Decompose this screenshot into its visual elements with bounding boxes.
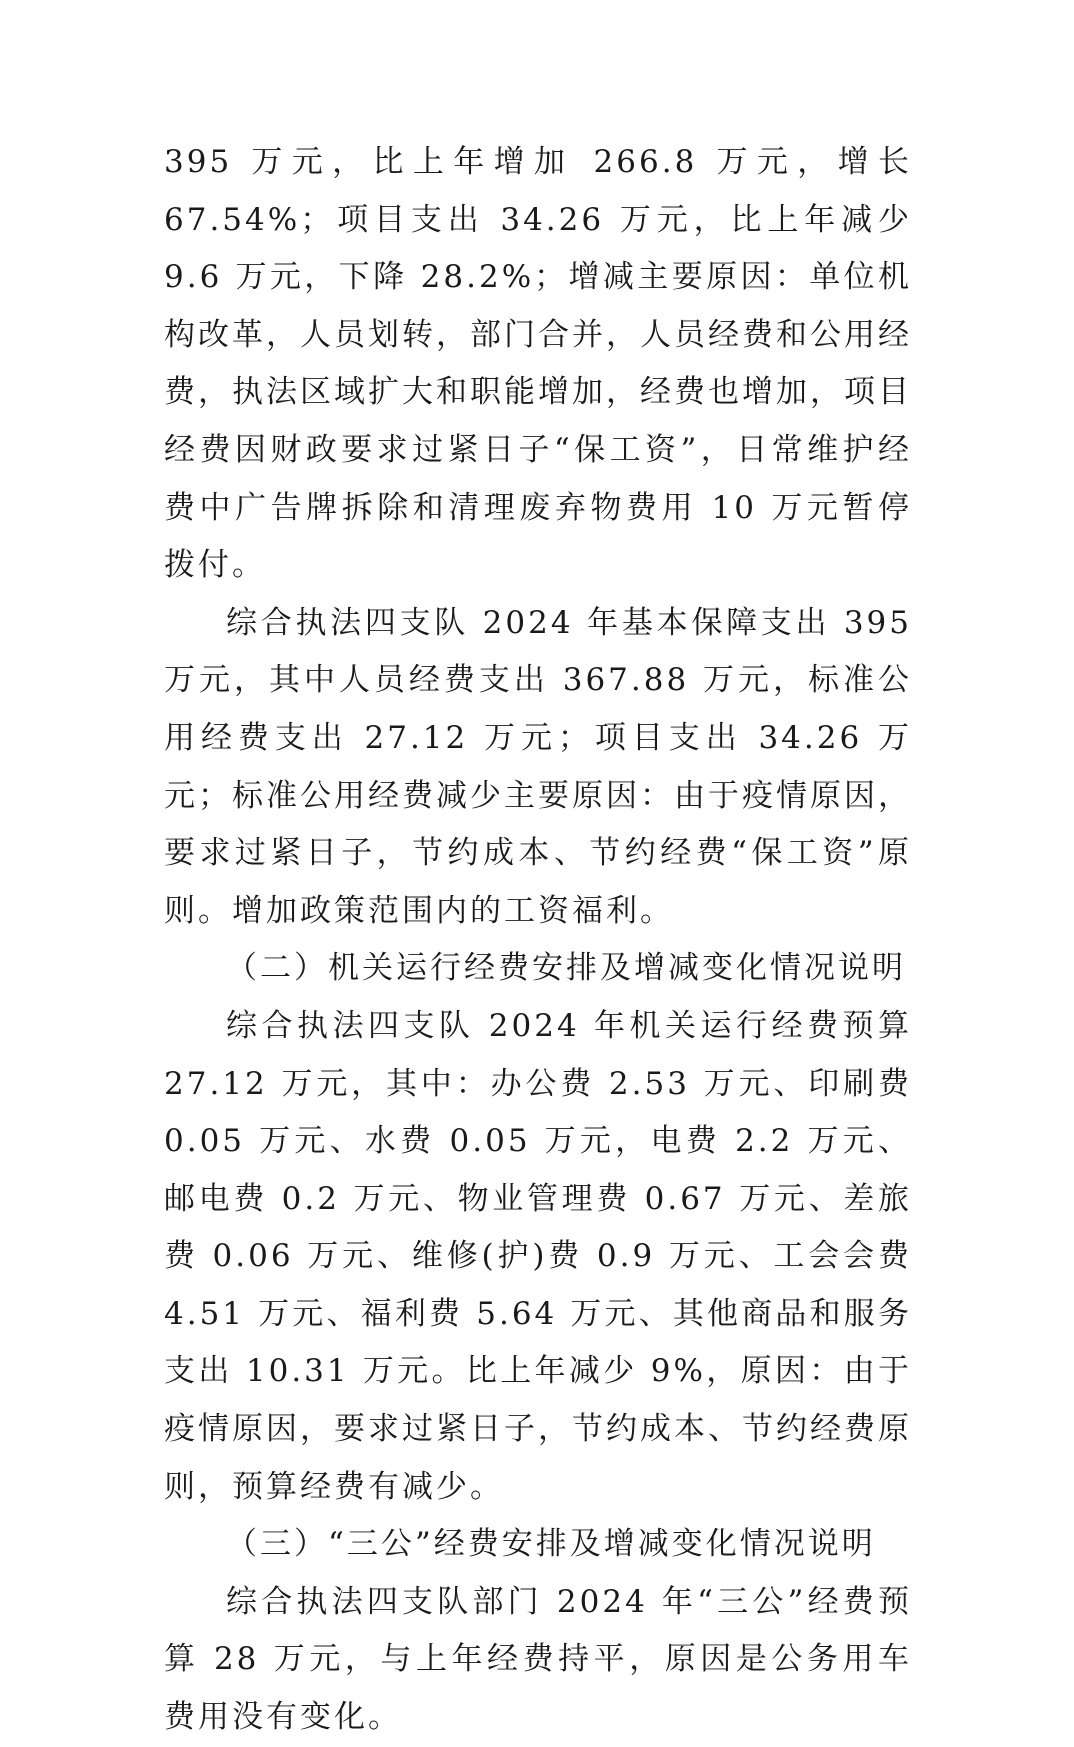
section-heading-operating-funds: （二）机关运行经费安排及增减变化情况说明 [226,950,906,987]
document-body [164,134,912,1747]
paragraph-operating-funds: 综合执法四支队 2024 年机关运行经费预算 27.12 万元，其中：办公费 2.53 万元、印刷费 0.05 万元、水费 0.05 万元，电费 2.2 万元、邮电费 0.2 万元、物业管理费 0.67 万元、差旅费 0.06 万元、维修(护)费 0.9 万元、工会会费 4.51 万元、福利费 5.64 万元、其他商品和服务支出 10.31 万元。比上年减少 9%，原因：由于疫情原因，要求过紧日子，节约成本、节约经费原则，预算经费有减少。 [164,1007,912,1505]
section-heading-three-public: （三）“三公”经费安排及增减变化情况说明 [226,1526,876,1563]
paragraph-three-public: 综合执法四支队部门 2024 年“三公”经费预算 28 万元，与上年经费持平，原因是公务用车费用没有变化。 [164,1583,912,1736]
paragraph-continuation: 395 万元，比上年增加 266.8 万元，增长 67.54%；项目支出 34.26 万元，比上年减少 9.6 万元，下降 28.2%；增减主要原因：单位机构改革，人员划转，部门合并，人员经费和公用经费，执法区域扩大和职能增加，经费也增加，项目经费因财政要求过紧日子“保工资”，日常维护经费中广告牌拆除和清理废弃物费用 10 万元暂停拨付。 [164,144,912,584]
paragraph-basic-support: 综合执法四支队 2024 年基本保障支出 395 万元，其中人员经费支出 367.88 万元，标准公用经费支出 27.12 万元；项目支出 34.26 万元；标准公用经费减少主要原因：由于疫情原因，要求过紧日子，节约成本、节约经费“保工资”原则。增加政策范围内的工资福利。 [164,604,912,929]
